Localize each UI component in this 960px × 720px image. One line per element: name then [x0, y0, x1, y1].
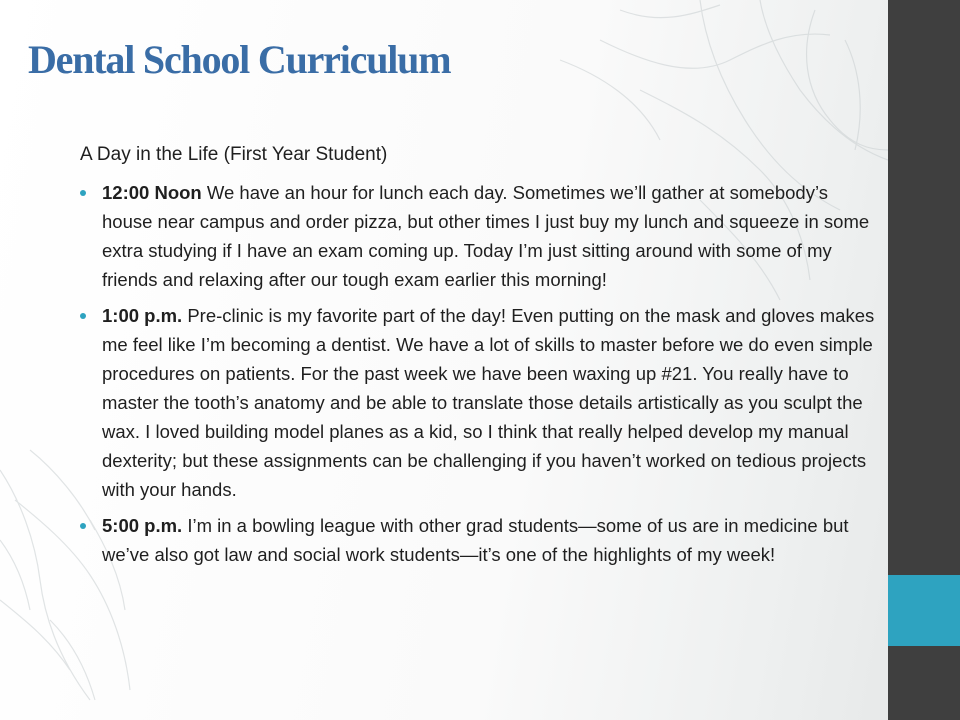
- slide-subtitle: A Day in the Life (First Year Student): [80, 144, 388, 165]
- accent-tab: [888, 575, 960, 646]
- bullet-time: 12:00 Noon: [102, 182, 202, 203]
- bullet-text: We have an hour for lunch each day. Sometimes we’ll gather at somebody’s house near campus and order pizza, but other times I just buy my lunch and squeeze in some extra studying if I have an exam coming up. Today I’m just sitting around with some of my friends and relaxing after our tough exam earlier this morning!: [102, 182, 870, 290]
- bullet-dot-icon: [80, 190, 86, 196]
- bullet-dot-icon: [80, 313, 86, 319]
- bullet-item-5pm: [80, 511, 880, 569]
- bullet-list: [80, 178, 880, 576]
- bullet-dot-icon: [80, 523, 86, 529]
- bullet-item-1pm: [80, 301, 880, 504]
- bullet-text: Pre-clinic is my favorite part of the day! Even putting on the mask and gloves makes me feel like I’m becoming a dentist. We have a lot of skills to master before we do even simple procedures on patients. For the past week we have been waxing up #21. You really have to master the tooth’s anatomy and be able to translate those details artistically as you sculpt the wax. I loved building model planes as a kid, so I think that really helped develop my manual dexterity; but these assignments can be challenging if you haven’t worked on tedious projects with your hands.: [102, 305, 875, 500]
- bullet-time: 5:00 p.m.: [102, 515, 183, 536]
- bullet-text: I’m in a bowling league with other grad students—some of us are in medicine but we’ve also got law and social work students—it’s one of the highlights of my week!: [102, 515, 849, 565]
- bullet-item-noon: [80, 178, 880, 294]
- slide-title: Dental School Curriculum: [28, 37, 451, 82]
- bullet-time: 1:00 p.m.: [102, 305, 183, 326]
